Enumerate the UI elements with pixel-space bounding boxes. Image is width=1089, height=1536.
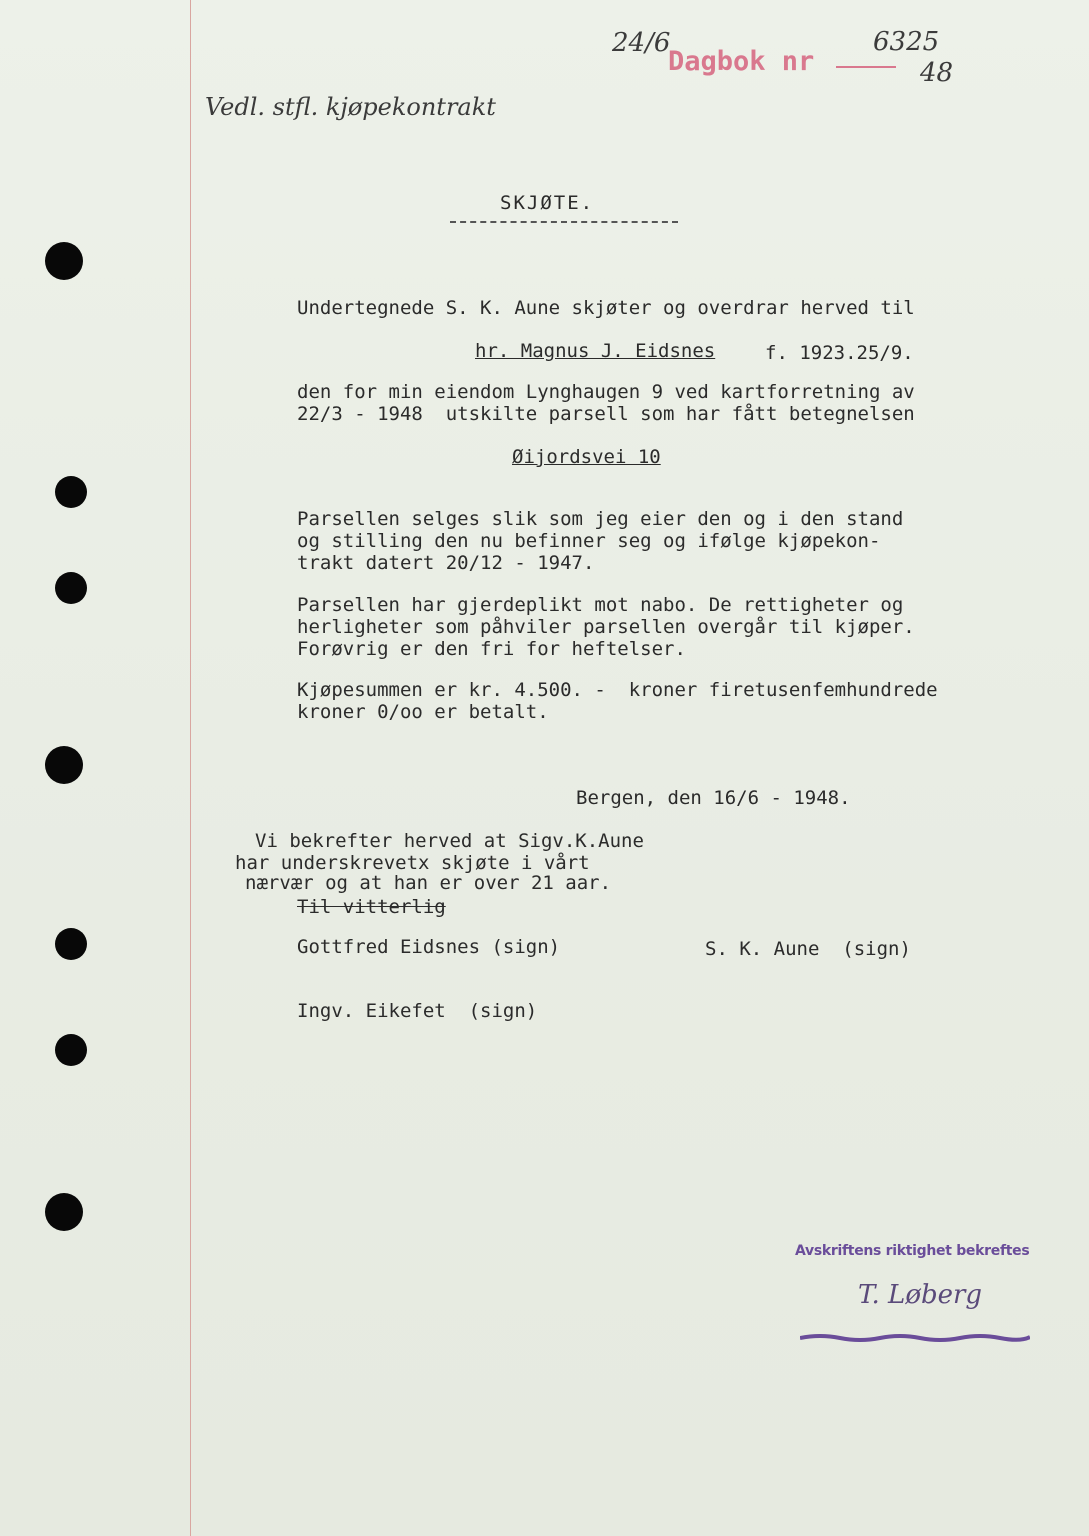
margin-line (190, 0, 191, 1536)
paragraph-line: Parsellen selges slik som jeg eier den og i den stand (297, 508, 904, 530)
punch-hole (45, 242, 83, 280)
dagbok-number: 6325 (873, 27, 940, 57)
witness-signature: Gottfred Eidsnes (sign) (297, 936, 561, 958)
paragraph-line: herligheter som påhviler parsellen overgår til kjøper. (297, 616, 915, 638)
buyer-birth: f. 1923.25/9. (765, 342, 914, 364)
punch-hole (55, 572, 87, 604)
dagbok-stamp: Dagbok nr (668, 46, 815, 77)
punch-hole (45, 746, 83, 784)
punch-hole (55, 476, 87, 508)
marginal-note: Vedl. stfl. kjøpekontrakt (205, 93, 496, 121)
certification-signature: T. Løberg (858, 1280, 983, 1310)
punch-hole (45, 1193, 83, 1231)
place-date: Bergen, den 16/6 - 1948. (576, 787, 851, 809)
paragraph-line: Parsellen har gjerdeplikt mot nabo. De rettigheter og (297, 594, 904, 616)
intro-line: Undertegnede S. K. Aune skjøter og overdrar herved til (297, 297, 915, 319)
witness-line: Vi bekrefter herved at Sigv.K.Aune (255, 830, 644, 852)
witness-line: har underskrevetx skjøte i vårt (235, 852, 590, 874)
property-line: den for min eiendom Lynghaugen 9 ved kartforretning av (297, 381, 915, 403)
paragraph-line: trakt datert 20/12 - 1947. (297, 552, 595, 574)
stamp-rule (836, 66, 896, 68)
date-handwritten: 24/6 (612, 28, 671, 58)
punch-hole (55, 1034, 87, 1066)
struck-line: Til vitterlig (297, 896, 446, 918)
property-line: 22/3 - 1948 utskilte parsell som har fått betegnelsen (297, 403, 915, 425)
witness-line: nærvær og at han er over 21 aar. (245, 872, 612, 894)
title-rule (450, 221, 678, 223)
punch-hole (55, 928, 87, 960)
stamp-scribble (800, 1332, 1030, 1342)
buyer-name: hr. Magnus J. Eidsnes (475, 340, 716, 362)
paragraph-line: og stilling den nu befinner seg og ifølge kjøpekon- (297, 530, 881, 552)
title-text: SKJØTE. (500, 192, 595, 214)
certification-stamp: Avskriftens riktighet bekreftes (795, 1243, 1030, 1259)
seller-signature: S. K. Aune (sign) (705, 938, 911, 960)
witness-signature: Ingv. Eikefet (sign) (297, 1000, 538, 1022)
paragraph-line: Kjøpesummen er kr. 4.500. - kroner firetusenfemhundrede (297, 679, 938, 701)
paragraph-line: kroner 0/oo er betalt. (297, 701, 549, 723)
document-title (500, 192, 594, 214)
dagbok-year: 48 (920, 58, 954, 88)
parcel-name: Øijordsvei 10 (512, 446, 661, 468)
paragraph-line: Forøvrig er den fri for heftelser. (297, 638, 686, 660)
